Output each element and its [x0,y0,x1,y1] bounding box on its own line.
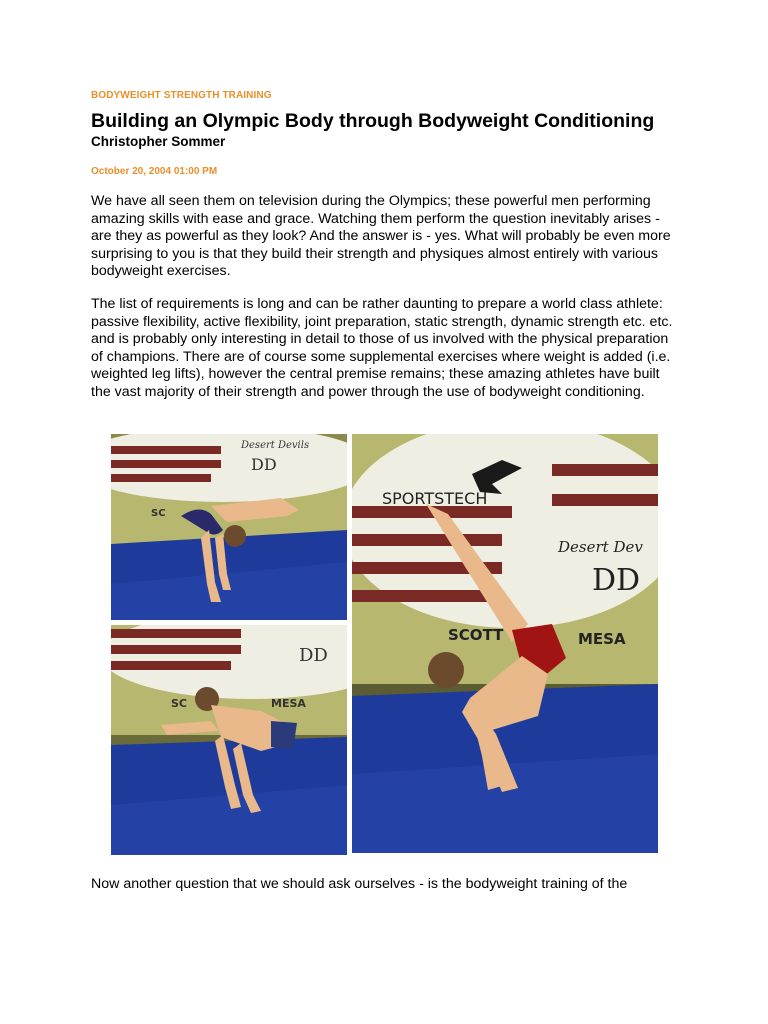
category-label: BODYWEIGHT STRENGTH TRAINING [91,90,272,101]
sign-text: SCOTT [448,626,504,644]
paragraph-3: Now another question that we should ask ourselves - is the bodyweight training of the [91,876,628,892]
sign-text: SPORTSTECH [382,489,488,508]
sign-text: Desert Devils [241,440,310,451]
article-title: Building an Olympic Body through Bodyweight Conditioning [91,110,655,132]
paragraph-1: We have all seen them on television during the Olympics; these powerful men performing amazing skills with ease and grace. Watching them perform the question inevitably arises - are they as powerful as they look? And the answer is - yes. What will probably be even more surprising to you is that they build their strength and physiques almost entirely with various bodyweight exercises. [91,193,671,280]
sign-text: SC [151,508,166,519]
sign-logo: DD [592,563,641,598]
sign-text: MESA [271,697,306,710]
photo-handstand-pike [352,434,658,853]
photo-tuck-planche [111,625,347,855]
sign-text: SC [171,697,187,710]
author-name: Christopher Sommer [91,134,226,149]
sign-logo: DD [299,645,328,666]
sign-logo: DD [251,455,277,474]
photo-handstand-press [111,434,347,620]
sign-text: Desert Dev [558,538,643,556]
sign-text: MESA [578,630,626,648]
publish-date: October 20, 2004 01:00 PM [91,166,218,177]
paragraph-2: The list of requirements is long and can be rather daunting to prepare a world class athlete: passive flexibility, active flexibility, joint preparation, static strength, dynamic strength etc. etc. and is probably only interesting in detail to those of us involved with the physical preparation of champions. There are of course some supplemental exercises where weight is added (i.e. weighted leg lifts), however the central premise remains; these amazing athletes have built the vast majority of their strength and power through the use of bodyweight conditioning. [91,296,673,400]
